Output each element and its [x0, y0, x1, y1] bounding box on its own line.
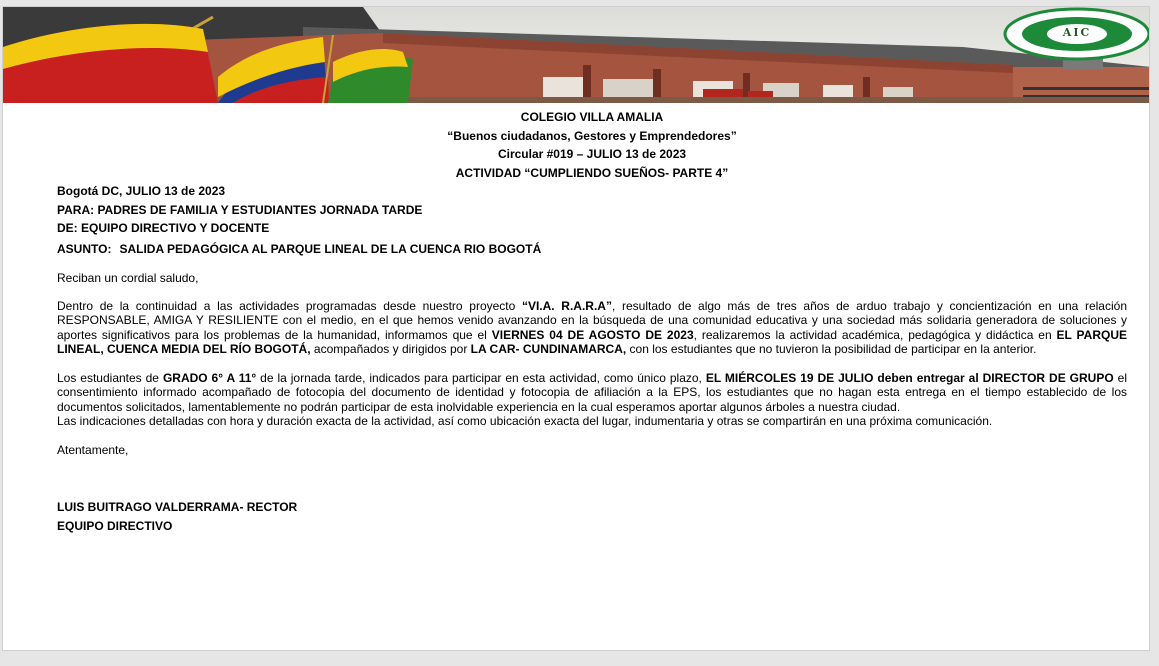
p1-text-4: acompañados y dirigidos por: [310, 342, 471, 356]
p1-bold-3: EL PARQUE LINEAL, CUENCA MEDIA DEL RÍO BOGOTÁ,: [57, 327, 1128, 356]
p1-bold-1: “VI.A. R.A.R.A”: [521, 298, 612, 313]
letter-subject: [57, 240, 1127, 259]
paragraph-1: [57, 299, 1127, 357]
logo-letters: AIC: [1062, 26, 1092, 39]
letter-meta: [57, 182, 1127, 258]
school-logo: [1003, 7, 1150, 61]
paragraph-3: Las indicaciones detalladas con hora y duración exacta de la actividad, así como ubicación exacta del lugar, indumentaria y otras se compartirán en una próxima comunicación.: [57, 414, 993, 428]
p1-bold-2: VIERNES 04 DE AGOSTO DE 2023: [491, 327, 694, 342]
p1-text-1: Dentro de la continuidad a las actividades programadas desde nuestro proyecto: [57, 298, 522, 313]
document-page: [2, 6, 1150, 651]
school-motto: “Buenos ciudadanos, Gestores y Emprendedores”: [447, 128, 737, 143]
greeting: Reciban un cordial saludo,: [57, 271, 199, 285]
letter-date: Bogotá DC, JULIO 13 de 2023: [57, 184, 226, 198]
closing: Atentamente,: [57, 442, 129, 457]
p1-text-3: , realizaremos la actividad académica, pedagógica y didáctica en: [693, 327, 1057, 342]
document-heading: [57, 108, 1127, 182]
subject-text: SALIDA PEDAGÓGICA AL PARQUE LINEAL DE LA CUENCA RIO BOGOTÁ: [119, 241, 542, 256]
p1-text-2: , resultado de algo más de tres años de arduo trabajo y concientización en una relación RESPONSABLE, AMIGA Y RESILIENTE con el medio, en el que hemos venido avanzando en la búsqueda de una comunidad educativa y una sociedad más solidaria generadora de soluciones y aportes significativos para los problemas de la humanidad, informamos que el: [57, 298, 1127, 342]
p2-text-2: de la jornada tarde, indicados para participar en esta actividad, como único plazo,: [256, 370, 706, 385]
school-name: COLEGIO VILLA AMALIA: [520, 110, 664, 124]
header-banner: [3, 7, 1150, 103]
p1-bold-4: LA CAR- CUNDINAMARCA,: [470, 342, 627, 356]
subject-label: ASUNTO:: [57, 241, 112, 256]
banner-photo: [3, 7, 1150, 103]
p2-text-3: el consentimiento informado acompañado de fotocopia del documento de identidad y fotocopia de afiliación a la EPS, los estudiantes que no hagan esta entrega en el tiempo establecido de los documentos solicitados, lamentablemente no podrán participar de esta inolvidable experiencia en la cual esperamos aportar algunos árboles a nuestra ciudad.: [57, 370, 1127, 414]
p2-bold-2: EL MIÉRCOLES 19 DE JULIO deben entregar al DIRECTOR DE GRUPO: [705, 370, 1114, 385]
signature-block: [57, 498, 1127, 535]
paragraph-2: [57, 371, 1127, 415]
activity-title: ACTIVIDAD “CUMPLIENDO SUEÑOS- PARTE 4”: [455, 165, 729, 180]
p2-text-1: Los estudiantes de: [57, 370, 163, 385]
letter-sender: DE: EQUIPO DIRECTIVO Y DOCENTE: [57, 221, 270, 235]
document-content: [57, 108, 1127, 535]
signer-team: EQUIPO DIRECTIVO: [57, 518, 173, 533]
p1-text-5: con los estudiantes que no tuvieron la posibilidad de participar en la anterior.: [626, 342, 1037, 356]
letter-recipient: PARA: PADRES DE FAMILIA Y ESTUDIANTES JORNADA TARDE: [57, 202, 423, 217]
p2-bold-1: GRADO 6° A 11°: [162, 370, 257, 385]
circular-number: Circular #019 – JULIO 13 de 2023: [497, 147, 687, 161]
signer-name: LUIS BUITRAGO VALDERRAMA- RECTOR: [57, 500, 298, 514]
